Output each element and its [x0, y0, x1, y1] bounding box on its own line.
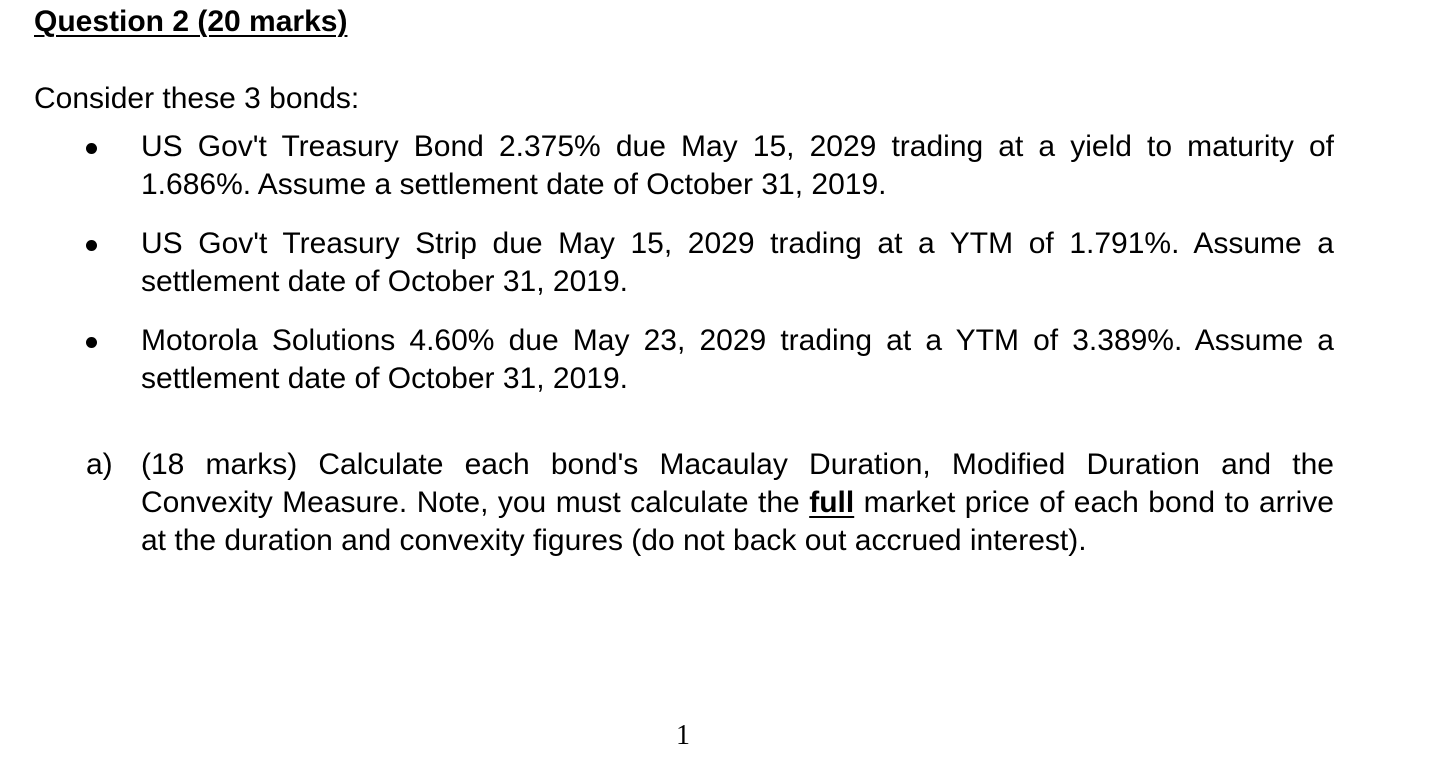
bullet-icon [86, 240, 97, 251]
full-emphasis: full [809, 486, 855, 519]
part-a-text [0, 446, 1334, 560]
bond-description: US Gov't Treasury Bond 2.375% due May 15, 2029 trading at a yield to maturity of 1.686%. Assume a settlement date of October 31, 2019. [141, 130, 1334, 201]
bond-list [0, 128, 1440, 419]
bullet-icon [86, 337, 97, 348]
page-number: 1 [676, 720, 690, 751]
bond-item [0, 322, 1334, 398]
intro-text: Consider these 3 bonds: [34, 82, 360, 115]
part-a-label: a) [86, 448, 113, 481]
part-a-text-before: (18 marks) Calculate each bond's Macaulay Duration, Modified Duration and the Convexity Measure. Note, you must calculate the [141, 448, 1334, 519]
bond-item [0, 225, 1334, 301]
question-title: Question 2 (20 marks) [34, 5, 348, 38]
bullet-icon [86, 143, 97, 154]
part-a [0, 446, 1440, 560]
bond-description: US Gov't Treasury Strip due May 15, 2029 trading at a YTM of 1.791%. Assume a settlement date of October 31, 2019. [141, 227, 1334, 298]
part-a-text-after: market price of each bond to arrive at the duration and convexity figures (do not back out accrued interest). [141, 486, 1334, 557]
bond-item [0, 128, 1334, 204]
bond-description: Motorola Solutions 4.60% due May 23, 2029 trading at a YTM of 3.389%. Assume a settlement date of October 31, 2019. [141, 324, 1334, 395]
